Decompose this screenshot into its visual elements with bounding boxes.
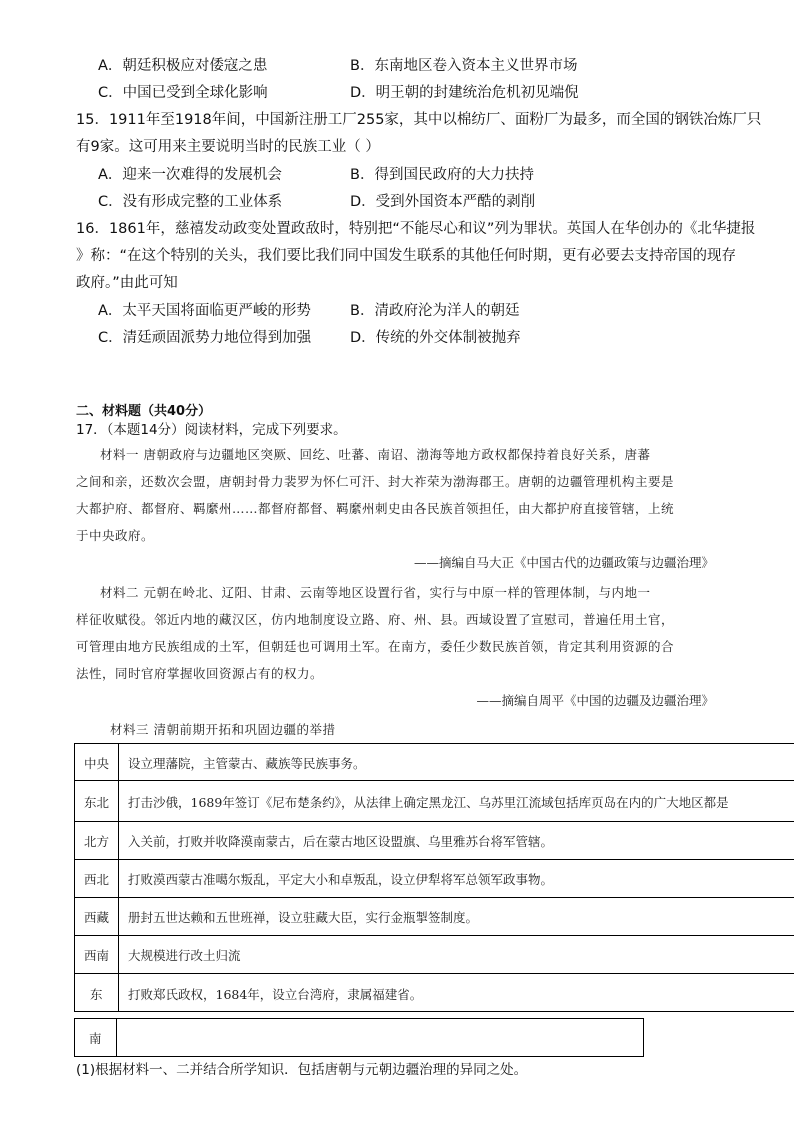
extra-table-region: 南 bbox=[89, 1031, 102, 1046]
material2-line2: 样征收赋役。邻近内地的藏汉区，仿内地制度设立路、府、州、县。西域设置了宣慰司，普遍任用土官， bbox=[76, 612, 675, 627]
material1-line2: 之间和亲，还数次会盟，唐朝封骨力裴罗为怀仁可汗、封大祚荣为渤海郡王。唐朝的边疆管理机构主要是 bbox=[76, 474, 675, 489]
table-row-content: 打击沙俄，1689年签订《尼布楚条约》，从法律上确定黑龙江、乌苏里江流域包括库页岛在内的广大地区都是 bbox=[128, 795, 729, 810]
q16-option-a: A．太平天国将面临更严峻的形势 bbox=[98, 303, 311, 319]
table-row-region: 北方 bbox=[84, 834, 110, 849]
q16-stem-line1: 16．1861年，慈禧发动政变处置政敌时，特别把“不能尽心和议”列为罪状。英国人在华创办的《北华捷报 bbox=[76, 221, 756, 237]
q15-option-a: A．迎来一次难得的发展机会 bbox=[98, 167, 282, 183]
material2-line4: 法性，同时官府掌握收回资源占有的权力。 bbox=[76, 666, 324, 681]
table-row-content: 册封五世达赖和五世班禅，设立驻藏大臣，实行金瓶掣签制度。 bbox=[128, 910, 479, 925]
material2-line1: 材料二 元朝在岭北、辽阳、甘肃、云南等地区设置行省，实行与中原一样的管理体制，与内地一 bbox=[100, 585, 651, 600]
q16-option-c: C．清廷顽固派势力地位得到加强 bbox=[98, 330, 312, 346]
q15-option-b: B．得到国民政府的大力扶持 bbox=[350, 167, 534, 183]
table-row-content: 大规模进行改土归流 bbox=[128, 948, 241, 963]
material1-line1: 材料一 唐朝政府与边疆地区突厥、回纥、吐蕃、南诏、渤海等地方政权都保持着良好关系，唐蕃 bbox=[100, 447, 651, 462]
q14-option-c: C．中国已受到全球化影响 bbox=[98, 85, 268, 101]
table-row-region: 西藏 bbox=[84, 910, 110, 925]
material1-source: ——摘编自马大正《中国古代的边疆政策与边疆治理》 bbox=[413, 555, 714, 570]
table-row-region: 西北 bbox=[84, 872, 110, 887]
table-row-region: 东北 bbox=[84, 795, 110, 810]
table-row-region: 中央 bbox=[84, 756, 110, 771]
table-row-content: 打败漠西蒙古准噶尔叛乱，平定大小和卓叛乱，设立伊犁将军总领军政事物。 bbox=[128, 872, 554, 887]
table-row-content: 设立理藩院，主管蒙古、藏族等民族事务。 bbox=[128, 756, 366, 771]
q16-stem-line2: 》称：“在这个特别的关头，我们要比我们同中国发生联系的其他任何时期，更有必要去支持帝国的现存 bbox=[76, 248, 737, 264]
q16-option-d: D．传统的外交体制被抛弃 bbox=[350, 330, 521, 346]
q16-option-b: B．清政府沦为洋人的朝廷 bbox=[350, 303, 520, 319]
material2-source: ——摘编自周平《中国的边疆及边疆治理》 bbox=[476, 693, 714, 708]
material1-line4: 于中央政府。 bbox=[76, 528, 155, 543]
table-row-region: 东 bbox=[90, 987, 103, 1002]
table-row-region: 西南 bbox=[84, 948, 110, 963]
table-row-content: 打败郑氏政权，1684年，设立台湾府，隶属福建省。 bbox=[128, 987, 423, 1002]
section-heading: 二、材料题（共40分） bbox=[76, 404, 212, 419]
q14-option-d: D．明王朝的封建统治危机初见端倪 bbox=[350, 85, 579, 101]
q17-intro: 17．（本题14分）阅读材料，完成下列要求。 bbox=[76, 422, 347, 438]
q15-stem-line2: 有9家。这可用来主要说明当时的民族工业（ ） bbox=[76, 139, 380, 155]
question-1: (1)根据材料一、二并结合所学知识．包括唐朝与元朝边疆治理的异同之处。 bbox=[76, 1062, 528, 1078]
q14-option-b: B．东南地区卷入资本主义世界市场 bbox=[350, 58, 578, 74]
q15-option-c: C．没有形成完整的工业体系 bbox=[98, 194, 283, 210]
material3-title: 材料三 清朝前期开拓和巩固边疆的举措 bbox=[110, 722, 336, 737]
q15-option-d: D．受到外国资本严酷的剥削 bbox=[350, 194, 536, 210]
material1-line3: 大都护府、都督府、羁縻州……都督府都督、羁縻州刺史由各民族首领担任，由大都护府直接管辖，上统 bbox=[76, 501, 675, 516]
table-row-content: 入关前，打败并收降漠南蒙古，后在蒙古地区设盟旗、乌里雅苏台将军管辖。 bbox=[128, 834, 554, 849]
q15-stem-line1: 15．1911年至1918年间，中国新注册工厂255家，其中以棉纺厂、面粉厂为最多，而全国的钢铁冶炼厂只 bbox=[76, 112, 762, 128]
q14-option-a: A．朝廷积极应对倭寇之患 bbox=[98, 58, 268, 74]
q16-stem-line3: 政府。”由此可知 bbox=[76, 275, 178, 291]
material2-line3: 可管理由地方民族组成的土军，但朝廷也可调用土军。在南方，委任少数民族首领，肯定其利用资源的合 bbox=[76, 639, 675, 654]
